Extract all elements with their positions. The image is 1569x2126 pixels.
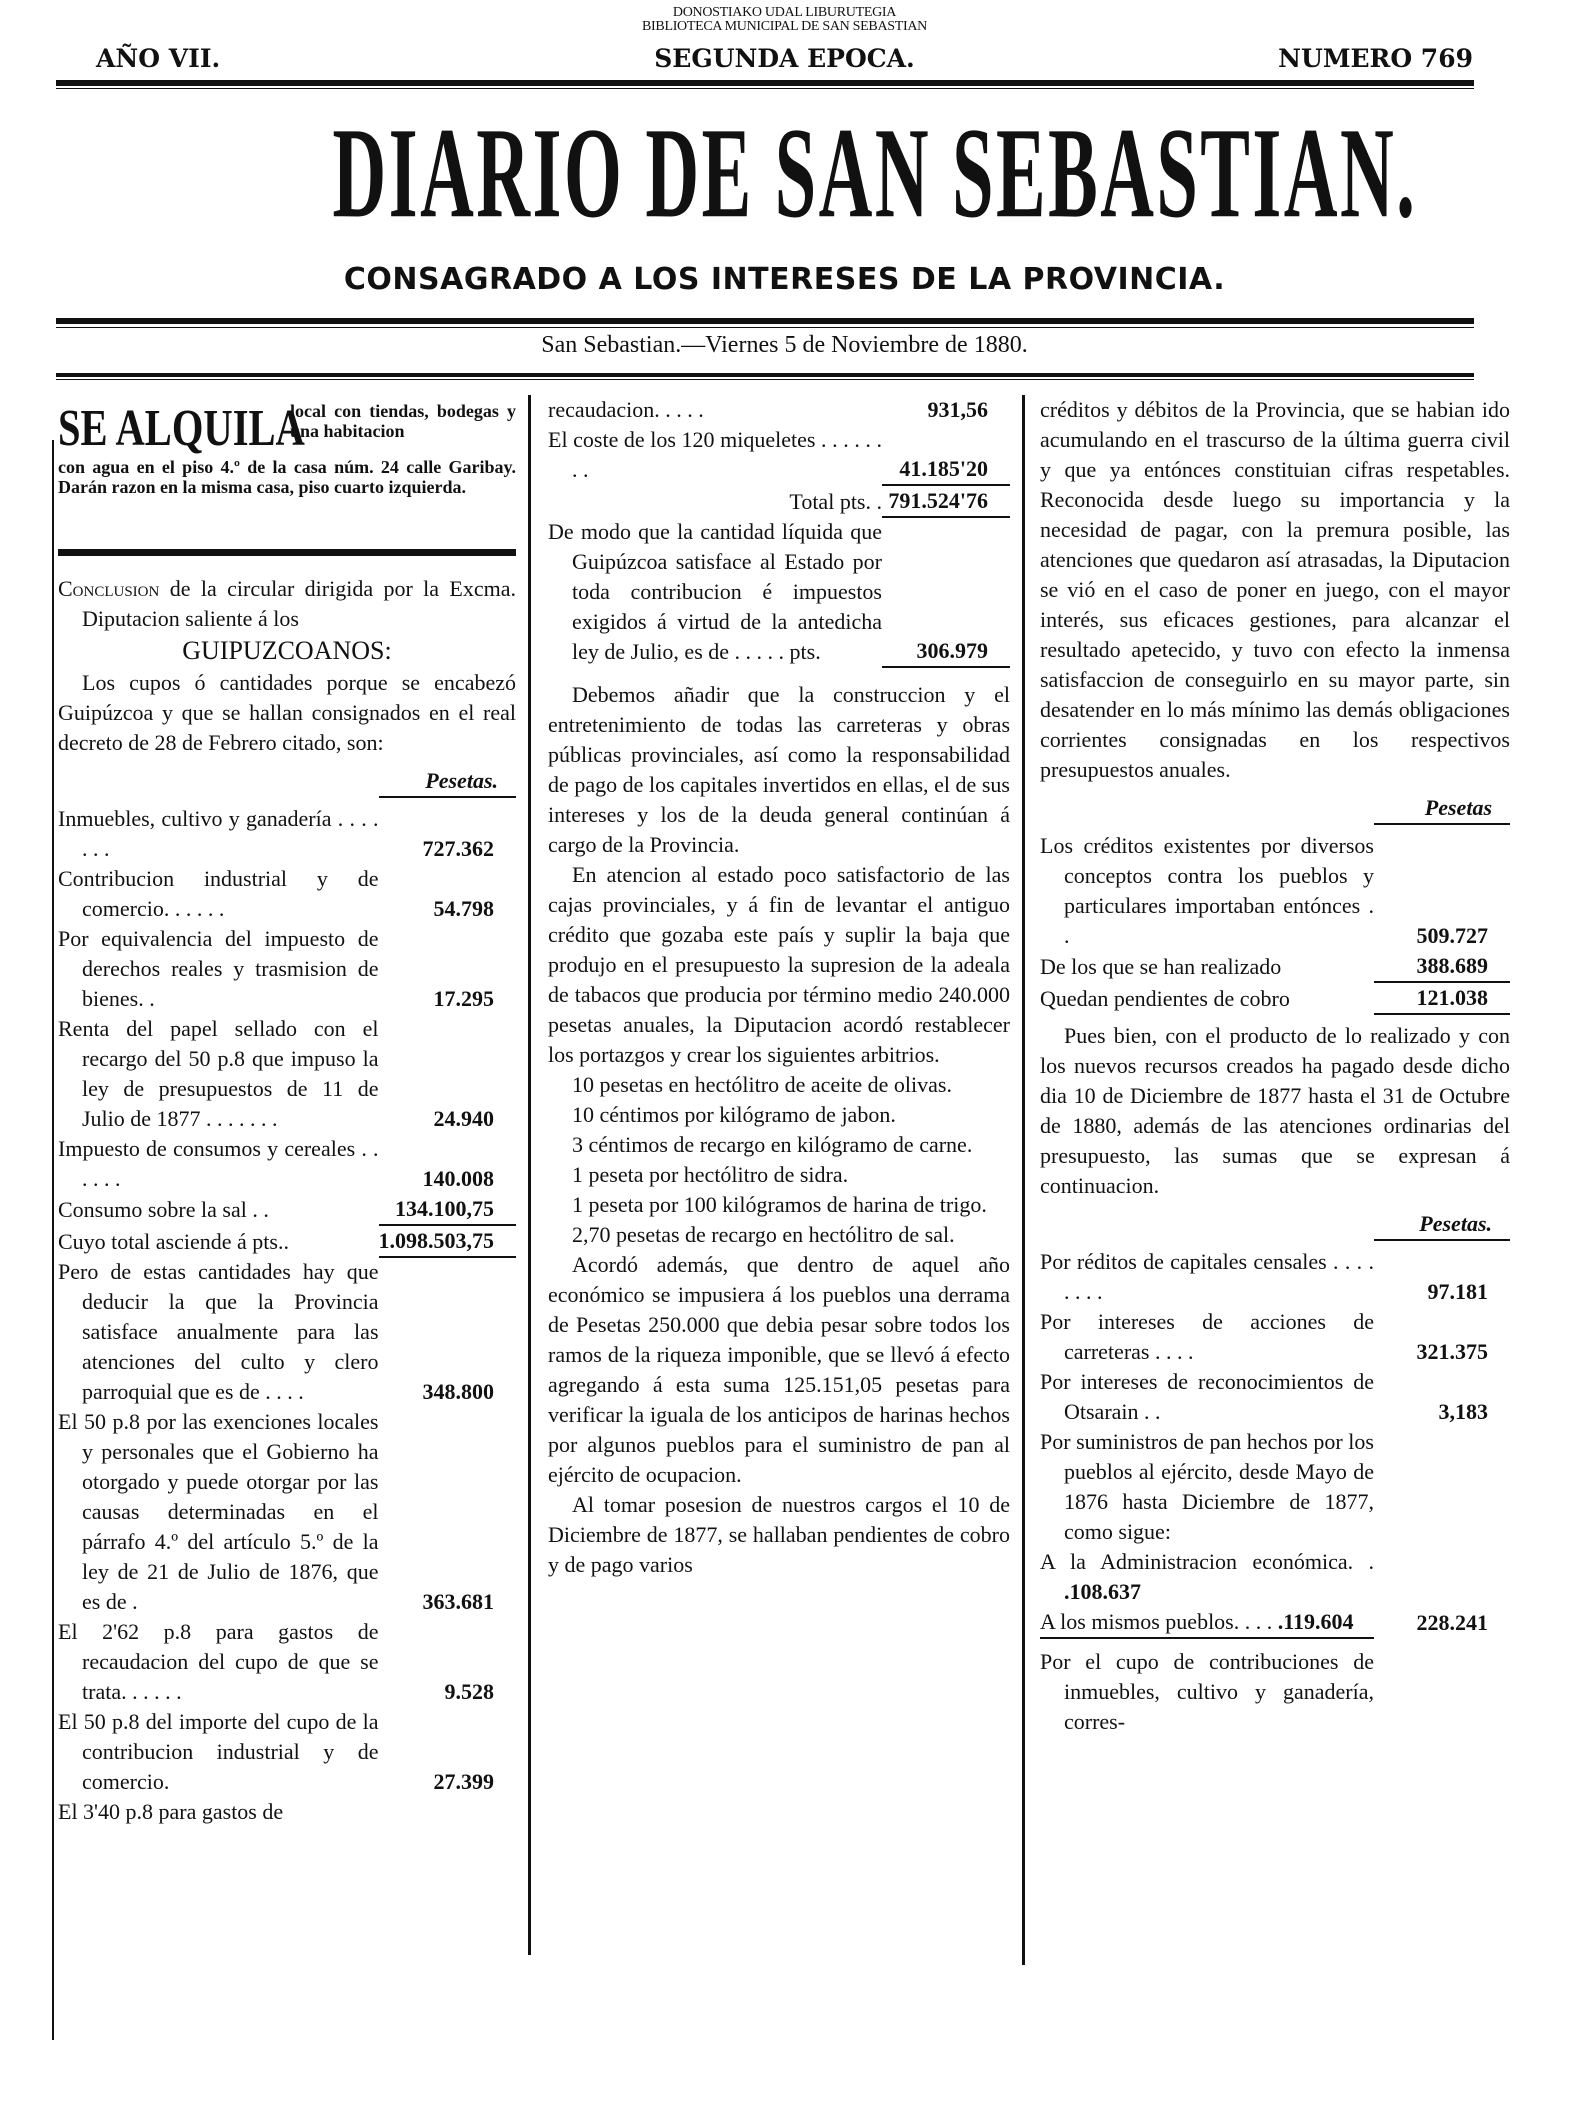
issue-info-bar: [96, 44, 1473, 76]
total-row: [548, 485, 1010, 517]
row-value: 9.528: [444, 1679, 494, 1704]
row-label: Por réditos de capitales censales . . . . . . . .: [1040, 1249, 1374, 1304]
ad-headline: SE ALQUILA: [58, 400, 305, 457]
empty-value: [1374, 1547, 1510, 1607]
sub-row-cell: [1040, 1547, 1374, 1607]
sub-label: A la Administracion económica. .: [1040, 1549, 1374, 1574]
article-intro: [58, 574, 516, 634]
sub-value: .108.637: [1064, 1579, 1141, 1604]
row-value: 17.295: [433, 986, 494, 1011]
article-paragraph: Acordó además, que dentro de aquel año económico se impusiera á los pueblos una derrama de Pesetas 250.000 que debia pesar sobre todos los ramos de la riqueza imponible, que se llevó á efecto agregando á esta suma 125.151,05 pesetas para verificar la iguala de los anticipos de harinas hechos por algunos pueblos para el suministro de pan al ejército de ocupacion.: [548, 1252, 1010, 1487]
row-value: 3,183: [1438, 1399, 1488, 1424]
header-rule-top-thin: [56, 88, 1474, 89]
article-intro-rest: de la circular dirigida por la Excma. Diputacion saliente á los: [82, 576, 516, 631]
row-value: 27.399: [433, 1769, 494, 1794]
issue-year: AÑO VII.: [96, 44, 221, 73]
currency-header: Pesetas.: [1419, 1211, 1492, 1236]
row-label: El 3'40 p.8 para gastos de: [58, 1799, 284, 1824]
table-row: [58, 804, 516, 864]
row-label: Por equivalencia del impuesto de derechos reales y trasmision de bienes. .: [58, 926, 379, 1011]
net-value: 306.979: [882, 517, 1010, 667]
ad-text-rest: con agua en el piso 4.º de la casa núm. 24 calle Garibay. Darán razon en la misma casa, piso cuarto izquierda.: [58, 457, 516, 497]
total-row: [58, 1225, 516, 1257]
sub-row: [1040, 1547, 1510, 1607]
pending-label: Quedan pendientes de cobro: [1040, 986, 1290, 1011]
row-value: [379, 1797, 517, 1827]
net-row: [548, 517, 1010, 667]
total-label: Total pts. .: [789, 489, 882, 514]
masthead: [0, 100, 1569, 245]
table-row: [1040, 831, 1510, 951]
classified-ad: [58, 395, 516, 545]
row-value: 97.181: [1427, 1279, 1488, 1304]
table-row: [58, 1407, 516, 1617]
sub-value: .119.604: [1277, 1609, 1354, 1634]
table-row: [58, 1014, 516, 1134]
issue-epoch: SEGUNDA EPOCA.: [654, 44, 915, 73]
row-label: Por intereses de acciones de carreteras . . . .: [1040, 1309, 1374, 1364]
row-value: [1374, 1427, 1510, 1547]
pending-value: 121.038: [1374, 982, 1510, 1014]
tax-item: 1 peseta por hectólitro de sidra.: [572, 1162, 849, 1187]
library-credit: [0, 6, 1569, 34]
header-rule-middle: [56, 318, 1474, 324]
row-value: 41.185'20: [882, 425, 1010, 485]
table-row: [58, 864, 516, 924]
row-value: 24.940: [433, 1106, 494, 1131]
total-label: Cuyo total asciende á pts..: [58, 1229, 289, 1254]
row-value: 321.375: [1416, 1339, 1488, 1364]
row-value: 140.008: [422, 1166, 494, 1191]
row-value: 509.727: [1416, 923, 1488, 948]
article-paragraph: Debemos añadir que la construccion y el entretenimiento de todas las carreteras y obras públicas provinciales, así como la responsabilidad de pago de los capitales invertidos en ellas, el de sus intereses y los de la deuda general continúan á cargo de la Provincia.: [548, 682, 1010, 857]
row-value: 727.362: [422, 836, 494, 861]
ad-text-first: local con tiendas, bodegas y una habitacion: [290, 401, 516, 441]
table-row: [548, 395, 1010, 425]
total-value: 791.524'76: [882, 485, 1010, 517]
ad-separator-rule: [58, 549, 516, 556]
left-column: [58, 395, 516, 1827]
table-row: [1040, 1427, 1510, 1547]
table-row: [1040, 951, 1510, 982]
tax-item: 2,70 pesetas de recargo en hectólitro de sal.: [572, 1222, 955, 1247]
tax-item: 1 peseta por 100 kilógramos de harina de trigo.: [572, 1192, 987, 1217]
left-margin-rule: [52, 440, 54, 2040]
newspaper-tagline: CONSAGRADO A LOS INTERESES DE LA PROVINCIA.: [343, 262, 1226, 297]
article-addressee: GUIPUZCOANOS:: [182, 636, 392, 665]
row-label: El 50 p.8 del importe del cupo de la contribucion industrial y de comercio.: [58, 1709, 379, 1794]
table-row: [548, 425, 1010, 485]
sub-row: [1040, 1607, 1510, 1638]
row-label: Pero de estas cantidades hay que deducir la que la Provincia satisface anualmente para las atenciones del culto y clero parroquial que es de . . . .: [58, 1259, 379, 1404]
table-row: [58, 1797, 516, 1827]
article-paragraph: créditos y débitos de la Provincia, que se habian ido acumulando en el trascurso de la última guerra civil y que ya entónces constituian cifras respetables. Reconocida desde luego su importancia y la necesidad de pagar, con la premura posible, las atenciones que quedaron así atrasadas, la Diputacion se vió en el caso de poner en juego, con el mayor interés, sus eficaces gestiones, para alcanzar el resultado apetecido, y tuvo con efecto la inmensa satisfaccion de conseguirlo en su mayor parte, sin desatender en lo más mínimo las demás obligaciones corrientes consignadas en los respectivos presupuestos anuales.: [1040, 397, 1510, 782]
library-credit-line-1: DONOSTIAKO UDAL LIBURUTEGIA: [672, 5, 897, 20]
total-value: 1.098.503,75: [379, 1225, 517, 1257]
dateline: San Sebastian.—Viernes 5 de Noviembre de 1880.: [541, 332, 1028, 358]
row-label: Contribucion industrial y de comercio. . . . . .: [58, 866, 379, 921]
header-rule-middle-thin: [56, 327, 1474, 328]
table-row: [58, 1194, 516, 1225]
article-paragraph: Al tomar posesion de nuestros cargos el 10 de Diciembre de 1877, se hallaban pendientes de cobro y de pago varios: [548, 1492, 1010, 1577]
row-label: Inmuebles, cultivo y ganadería . . . . . . .: [58, 806, 379, 861]
currency-header: Pesetas: [1424, 795, 1492, 820]
issue-number: NUMERO 769: [1278, 44, 1473, 73]
newspaper-title: DIARIO DE SAN SEBASTIAN.: [332, 100, 1418, 245]
table-row: [58, 924, 516, 1014]
row-value: 931,56: [927, 397, 988, 422]
row-value: 348.800: [422, 1379, 494, 1404]
header-rule-bottom: [56, 373, 1474, 377]
row-label: El 50 p.8 por las exenciones locales y personales que el Gobierno ha otorgado y puede otorgar por las causas determinadas en el párrafo 4.º del artículo 5.º de la ley de 21 de Julio de 1876, que es de .: [58, 1409, 379, 1614]
row-label: Los créditos existentes por diversos conceptos contra los pueblos y particulares importaban entónces . .: [1040, 833, 1374, 948]
table-row: [1040, 1367, 1510, 1427]
table-row: [58, 1617, 516, 1707]
net-label: De modo que la cantidad líquida que Guipúzcoa satisface al Estado por toda contribucion é impuestos exigidos á virtud de la antedicha ley de Julio, es de . . . . . pts.: [548, 519, 882, 664]
header-rule-top: [56, 80, 1474, 86]
quota-table: [58, 796, 516, 1827]
row-label: Por suministros de pan hechos por los pueblos al ejército, desde Mayo de 1876 hasta Diciembre de 1877, como sigue:: [1040, 1429, 1374, 1544]
table-row: [58, 1257, 516, 1407]
row-label: Consumo sobre la sal . .: [58, 1197, 269, 1222]
table-row: [58, 1707, 516, 1797]
column-rule-2: [1022, 395, 1025, 1965]
row-value: 363.681: [422, 1589, 494, 1614]
article-paragraph: Por el cupo de contribuciones de inmuebles, cultivo y ganadería, corres-: [1040, 1649, 1374, 1734]
column-rule-1: [528, 395, 531, 1955]
table-row: [1040, 1247, 1510, 1307]
payments-table: [1040, 1239, 1510, 1639]
row-label: El 2'62 p.8 para gastos de recaudacion del cupo de que se trata. . . . . .: [58, 1619, 379, 1704]
table-row: [58, 1134, 516, 1194]
pending-row: [1040, 982, 1510, 1014]
tax-item: 10 pesetas en hectólitro de aceite de olivas.: [572, 1072, 952, 1097]
credits-table: [1040, 823, 1510, 1015]
currency-header: Pesetas.: [425, 768, 498, 793]
tax-item: 3 céntimos de recargo en kilógramo de carne.: [572, 1132, 973, 1157]
middle-column: [548, 395, 1010, 1580]
tax-item: 10 céntimos por kilógramo de jabon.: [572, 1102, 896, 1127]
right-column: [1040, 395, 1510, 1737]
article-paragraph: Los cupos ó cantidades porque se encabezó Guipúzcoa y que se hallan consignados en el real decreto de 28 de Febrero citado, son:: [58, 670, 516, 755]
table-row: [1040, 1307, 1510, 1367]
row-label: recaudacion. . . . .: [548, 397, 704, 422]
row-value: 54.798: [433, 896, 494, 921]
library-credit-line-2: BIBLIOTECA MUNICIPAL DE SAN SEBASTIAN: [642, 19, 927, 34]
row-label: Impuesto de consumos y cereales . . . . . .: [58, 1136, 379, 1191]
article-paragraph: En atencion al estado poco satisfactorio de las cajas provinciales, y á fin de levantar el antiguo crédito que gozaba este país y suplir la baja que produjo en el presupuesto la supresion de la adeala de tabacos que producia por término medio 240.000 pesetas anuales, la Diputacion acordó restablecer los portazgos y crear los siguientes arbitrios.: [548, 862, 1010, 1067]
row-value: 388.689: [1374, 951, 1510, 982]
cost-table: [548, 395, 1010, 668]
row-label: El coste de los 120 miqueletes . . . . . . . .: [548, 427, 882, 482]
row-label: Por intereses de reconocimientos de Otsarain . .: [1040, 1369, 1374, 1424]
header-rule-bottom-thin: [56, 379, 1474, 380]
row-label: De los que se han realizado: [1040, 954, 1282, 979]
row-value: 134.100,75: [379, 1194, 517, 1225]
article-paragraph: Pues bien, con el producto de lo realizado y con los nuevos recursos creados ha pagado desde dicho dia 10 de Diciembre de 1877 hasta el 31 de Octubre de 1880, además de las atenciones ordinarias del presupuesto, las sumas que se expresan á continuacion.: [1040, 1023, 1510, 1198]
sub-total: 228.241: [1416, 1610, 1488, 1635]
sub-label: A los mismos pueblos. . . .: [1040, 1609, 1273, 1634]
row-label: Renta del papel sellado con el recargo del 50 p.8 que impuso la ley de presupuestos de 11 de Julio de 1877 . . . . . . .: [58, 1016, 379, 1131]
sub-row-cell: [1040, 1607, 1374, 1638]
article-intro-lead: Conclusion: [58, 576, 160, 601]
